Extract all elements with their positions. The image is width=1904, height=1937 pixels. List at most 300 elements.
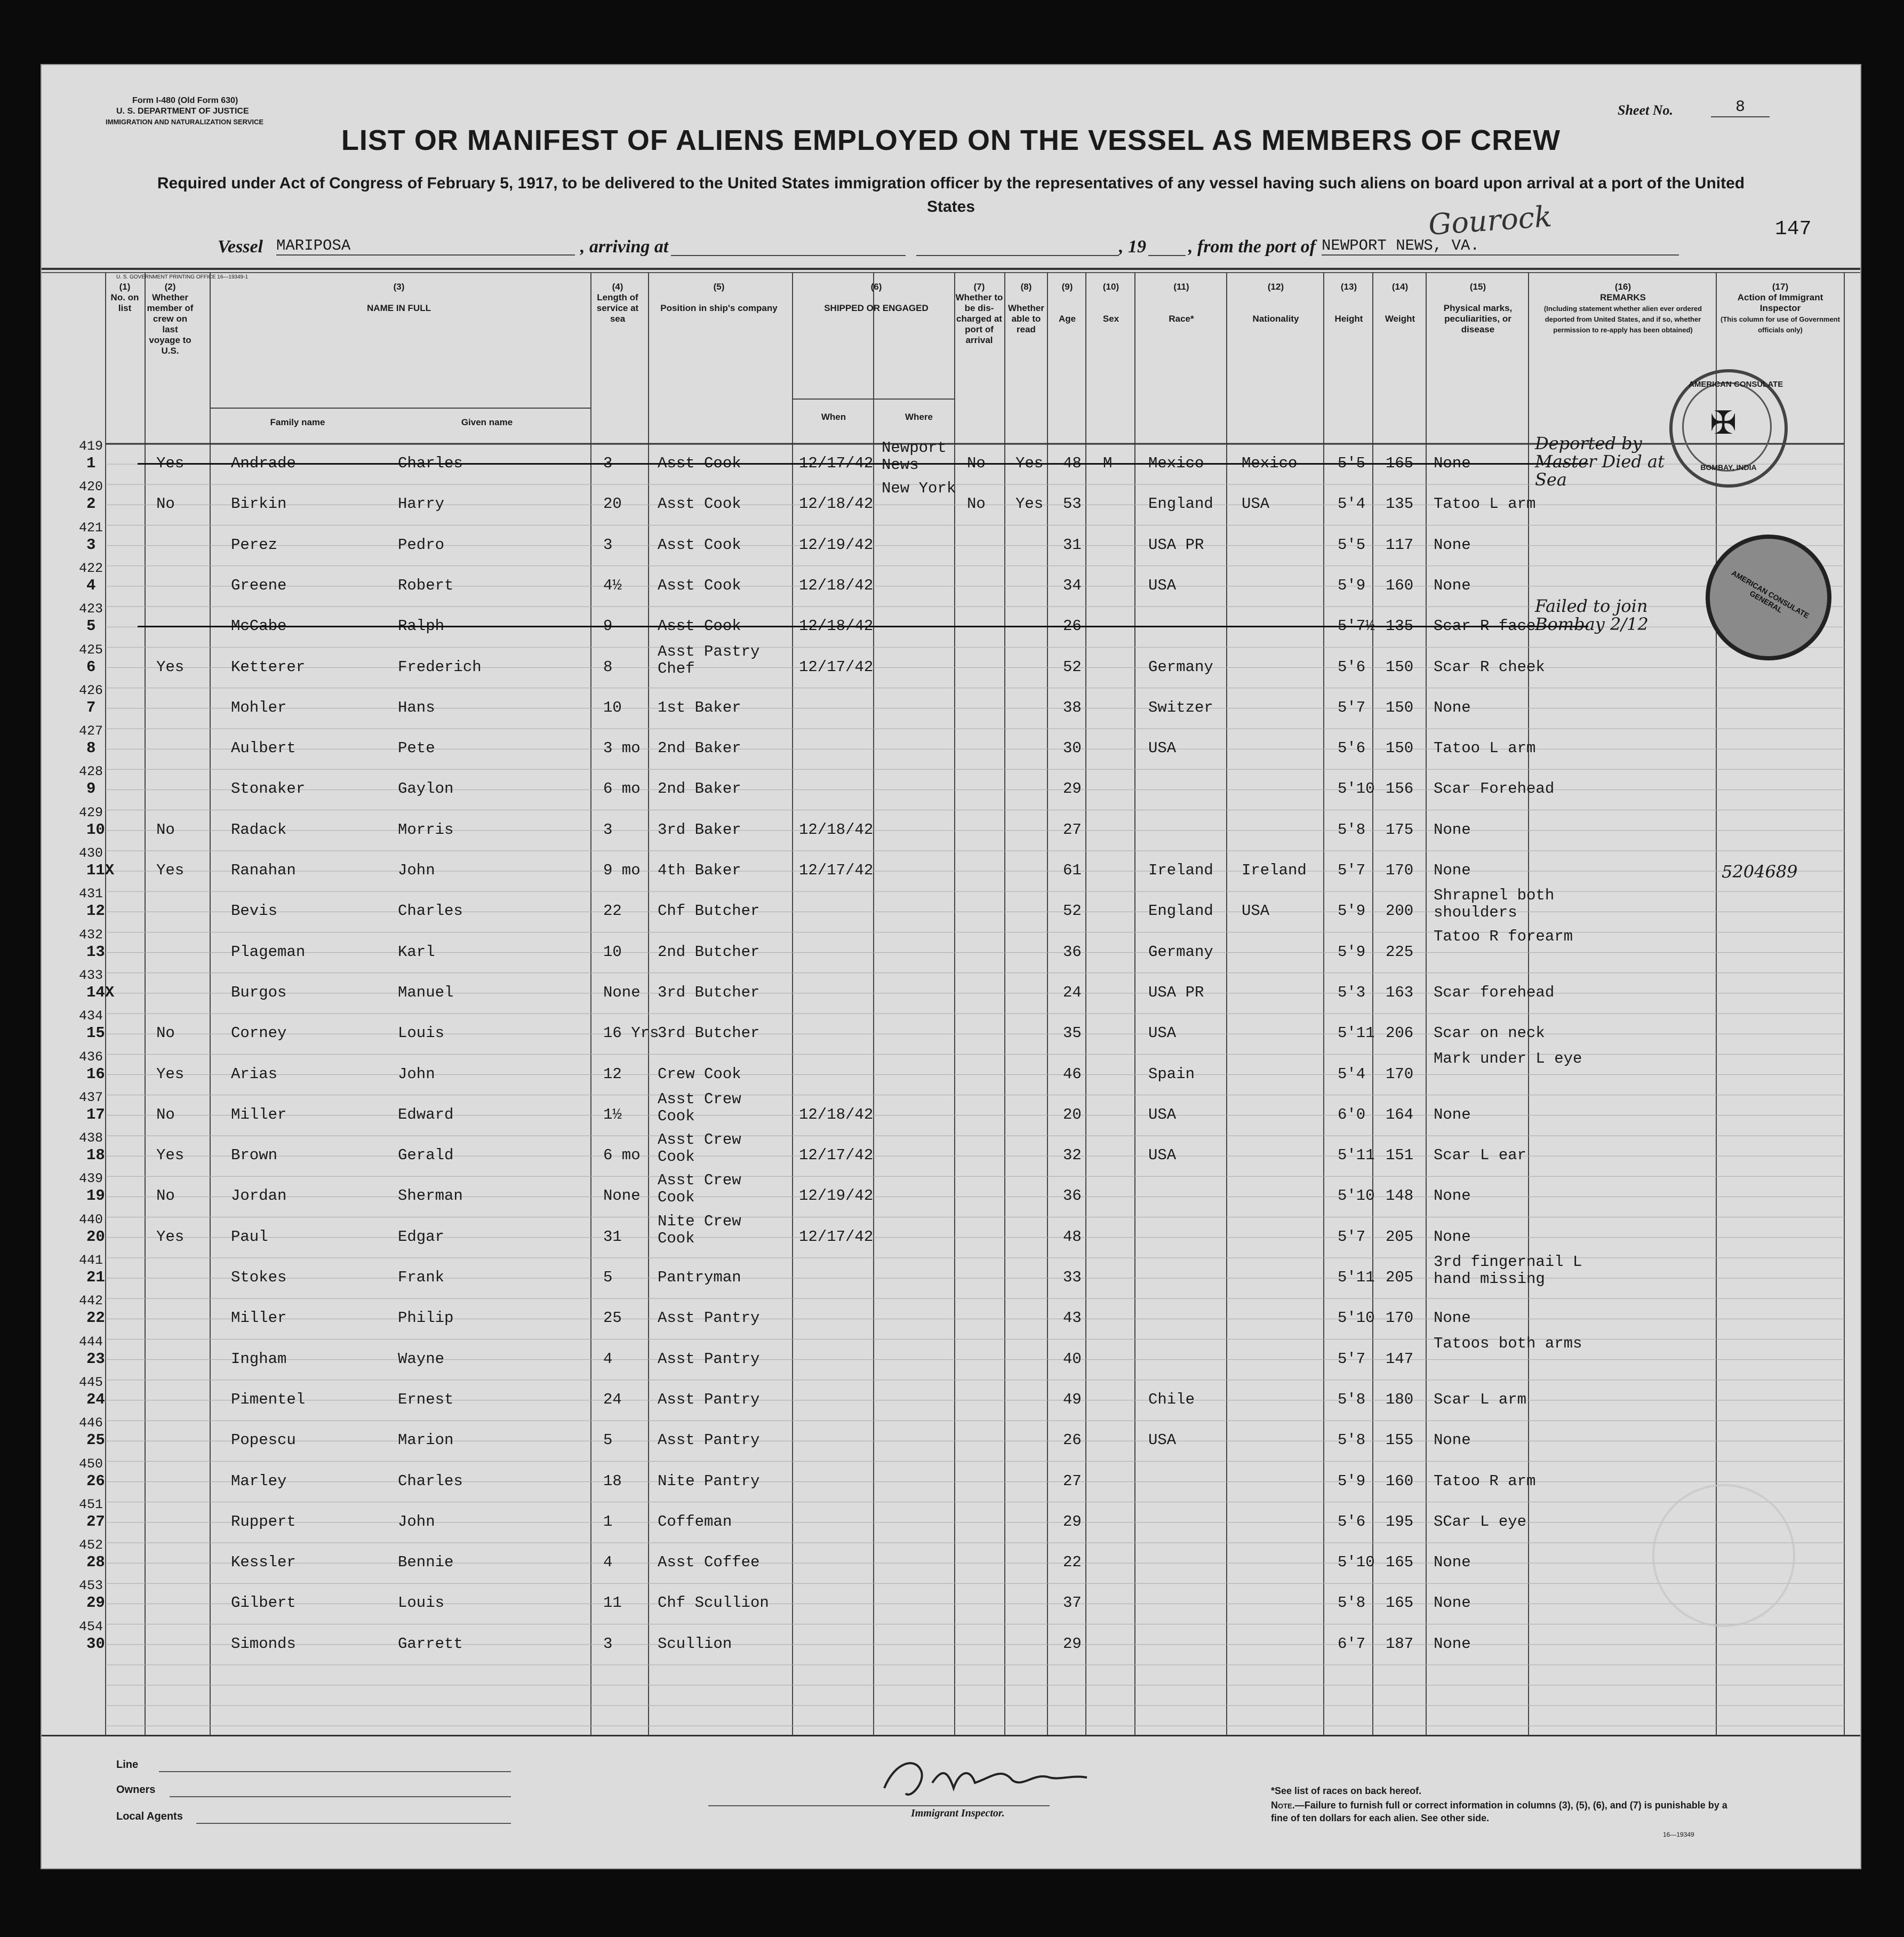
cell-no: 15: [86, 1024, 105, 1042]
cell-last-voyage: Yes: [156, 1146, 185, 1165]
cell-height: 5'6: [1338, 739, 1366, 758]
cell-service-length: 18: [603, 1472, 622, 1490]
table-row: [42, 846, 1798, 887]
cell-race: Spain: [1148, 1065, 1195, 1083]
cell-position: Asst Pantry: [658, 1309, 760, 1327]
col-header-15: (15) Physical marks, peculiarities, or disease: [1443, 282, 1513, 334]
cell-last-voyage: No: [156, 1187, 175, 1205]
cell-service-length: 22: [603, 902, 622, 920]
cell-position: Pantryman: [658, 1269, 741, 1286]
cell-last-voyage: No: [156, 1105, 175, 1123]
cell-physical-marks: Mark under L eye: [1434, 1049, 1582, 1067]
cell-position: Nite Crew Cook: [658, 1212, 741, 1247]
table-row: [42, 1620, 1780, 1661]
cell-family-name: McCabe: [231, 617, 287, 635]
cell-position: Asst Cook: [658, 576, 741, 594]
consulate-stamp-text: AMERICAN CONSULATE: [1689, 380, 1783, 389]
form-number: Form I-480 (Old Form 630): [132, 96, 238, 105]
handwritten-list-number: 454: [79, 1619, 103, 1635]
vessel-label: Vessel: [218, 237, 263, 257]
cell-position: 2nd Baker: [658, 780, 741, 798]
cell-no: 6: [86, 658, 96, 676]
cell-service-length: 1½: [603, 1105, 622, 1123]
cell-age: 29: [1063, 780, 1082, 798]
col-header-6-where: Where: [905, 412, 933, 422]
cell-given-name: Charles: [398, 1472, 463, 1490]
cell-physical-marks: None: [1434, 536, 1471, 554]
cell-height: 5'10: [1338, 1553, 1375, 1572]
cell-physical-marks: Scar forehead: [1434, 983, 1555, 1001]
cell-physical-marks: Shrapnel both shoulders: [1434, 887, 1555, 922]
cell-age: 48: [1063, 1227, 1082, 1246]
cell-family-name: Andrade: [231, 455, 296, 472]
cell-family-name: Birkin: [231, 495, 287, 513]
table-row: [42, 1009, 1780, 1050]
cell-race: England: [1148, 902, 1213, 920]
table-row: [42, 887, 1780, 928]
cell-race: USA: [1148, 1105, 1177, 1123]
cell-age: 29: [1063, 1512, 1082, 1531]
cell-physical-marks: None: [1434, 1187, 1471, 1205]
cell-no: 27: [86, 1512, 105, 1531]
cell-service-length: 4: [603, 1350, 613, 1368]
cell-given-name: Frank: [398, 1269, 445, 1286]
cell-height: 5'10: [1338, 1309, 1375, 1327]
cell-no: 30: [86, 1635, 105, 1653]
cell-no: 14X: [86, 983, 115, 1001]
handwritten-list-number: 423: [79, 601, 103, 617]
cell-last-voyage: No: [156, 495, 175, 513]
cell-age: 36: [1063, 1187, 1082, 1205]
cell-family-name: Ruppert: [231, 1512, 296, 1531]
cell-no: 9: [86, 780, 96, 798]
cell-family-name: Jordan: [231, 1187, 287, 1205]
table-row: [42, 684, 1780, 724]
cell-weight: 180: [1386, 1390, 1414, 1408]
cell-remarks: Failed to join Bombay 2/12: [1535, 596, 1649, 635]
cell-age: 49: [1063, 1390, 1082, 1408]
cell-given-name: John: [398, 862, 435, 879]
cell-physical-marks: Scar R face: [1434, 617, 1536, 635]
cell-weight: 164: [1386, 1105, 1414, 1123]
cell-position: Asst Pantry: [658, 1390, 760, 1408]
cell-no: 25: [86, 1431, 105, 1449]
handwritten-list-number: 426: [79, 682, 103, 698]
cell-service-length: 10: [603, 943, 622, 961]
cell-given-name: Harry: [398, 495, 445, 513]
cell-position: Asst Pantry: [658, 1350, 760, 1368]
cell-service-length: 4½: [603, 576, 622, 594]
cell-race: USA: [1148, 1146, 1177, 1165]
cell-weight: 160: [1386, 1472, 1414, 1490]
cell-family-name: Corney: [231, 1024, 287, 1042]
cell-no: 7: [86, 698, 96, 716]
cell-height: 5'7½: [1338, 617, 1375, 635]
cell-height: 5'7: [1338, 862, 1366, 879]
table-row: [42, 724, 1780, 765]
cell-height: 5'5: [1338, 455, 1366, 472]
cell-weight: 148: [1386, 1187, 1414, 1205]
cell-age: 30: [1063, 739, 1082, 758]
manifest-sheet: [41, 64, 1861, 1869]
cell-height: 5'9: [1338, 902, 1366, 920]
cell-shipped-when: 12/19/42: [799, 536, 874, 554]
cell-family-name: Stonaker: [231, 780, 306, 798]
from-port: NEWPORT NEWS, VA.: [1322, 237, 1679, 256]
cell-position: Asst Crew Cook: [658, 1131, 741, 1166]
table-row: [42, 1172, 1780, 1213]
cell-age: 43: [1063, 1309, 1082, 1327]
cell-weight: 156: [1386, 780, 1414, 798]
inspector-signature: [874, 1751, 1098, 1810]
vessel-name: MARIPOSA: [276, 237, 575, 256]
cell-race: USA: [1148, 576, 1177, 594]
cell-weight: 175: [1386, 820, 1414, 839]
table-row: [42, 1050, 1780, 1091]
cell-shipped-when: 12/17/42: [799, 658, 874, 676]
cell-height: 5'7: [1338, 1227, 1366, 1246]
cell-shipped-when: 12/19/42: [799, 1187, 874, 1205]
cell-given-name: Pete: [398, 739, 435, 758]
cell-family-name: Simonds: [231, 1635, 296, 1653]
table-row: [42, 1254, 1780, 1294]
handwritten-list-number: 436: [79, 1049, 103, 1065]
cell-race: USA PR: [1148, 536, 1204, 554]
table-row: [42, 969, 1780, 1009]
col-header-5: (5) Position in ship's company: [660, 282, 778, 313]
cell-service-length: 10: [603, 698, 622, 716]
faded-stamp: [1652, 1484, 1795, 1627]
form-code: 16—19349: [1663, 1831, 1694, 1838]
cell-position: Asst Crew Cook: [658, 1171, 741, 1207]
cell-position: 2nd Baker: [658, 739, 741, 758]
cell-given-name: Karl: [398, 943, 435, 961]
cell-discharged: No: [967, 495, 986, 513]
cell-age: 61: [1063, 862, 1082, 879]
inspector-label: Immigrant Inspector.: [911, 1807, 1005, 1819]
cell-height: 5'3: [1338, 983, 1366, 1001]
cell-given-name: John: [398, 1065, 435, 1083]
handwritten-list-number: 427: [79, 723, 103, 739]
cell-weight: 200: [1386, 902, 1414, 920]
printing-office: U. S. GOVERNMENT PRINTING OFFICE 16—19349-1: [116, 274, 249, 280]
cell-physical-marks: Scar on neck: [1434, 1024, 1545, 1042]
handwritten-list-number: 440: [79, 1211, 103, 1227]
cell-service-length: 9 mo: [603, 862, 641, 879]
cell-family-name: Gilbert: [231, 1594, 296, 1612]
col-header-14: (14) Weight: [1385, 282, 1415, 324]
cell-age: 46: [1063, 1065, 1082, 1083]
cell-height: 5'8: [1338, 1594, 1366, 1612]
table-row: [42, 1539, 1780, 1579]
cell-weight: 225: [1386, 943, 1414, 961]
cell-age: 24: [1063, 983, 1082, 1001]
cell-physical-marks: 3rd fingernail L hand missing: [1434, 1253, 1582, 1288]
cell-physical-marks: None: [1434, 1635, 1471, 1653]
cell-age: 27: [1063, 1472, 1082, 1490]
cell-height: 5'11: [1338, 1269, 1375, 1286]
cell-physical-marks: Tatoo R forearm: [1434, 927, 1573, 945]
cell-weight: 135: [1386, 617, 1414, 635]
cell-age: 48: [1063, 455, 1082, 472]
line-label: Line: [116, 1759, 139, 1771]
cell-family-name: Brown: [231, 1146, 278, 1165]
cell-service-length: 12: [603, 1065, 622, 1083]
cell-no: 5: [86, 617, 96, 635]
handwritten-list-number: 452: [79, 1537, 103, 1553]
cell-height: 5'9: [1338, 1472, 1366, 1490]
cell-position: Asst Crew Cook: [658, 1090, 741, 1125]
cell-family-name: Miller: [231, 1309, 287, 1327]
cell-height: 5'5: [1338, 536, 1366, 554]
cell-shipped-when: 12/18/42: [799, 576, 874, 594]
cell-no: 13: [86, 943, 105, 961]
cell-no: 11X: [86, 862, 115, 879]
cell-given-name: Frederich: [398, 658, 482, 676]
cell-position: Chf Scullion: [658, 1594, 769, 1612]
cell-given-name: Bennie: [398, 1553, 454, 1572]
eagle-seal-icon: ✠: [1710, 405, 1737, 441]
cell-given-name: Philip: [398, 1309, 454, 1327]
handwritten-list-number: 450: [79, 1456, 103, 1472]
cell-service-length: 25: [603, 1309, 622, 1327]
cell-weight: 117: [1386, 536, 1414, 554]
cell-race: Switzer: [1148, 698, 1213, 716]
cell-given-name: Hans: [398, 698, 435, 716]
col-header-3-given: Given name: [461, 417, 513, 427]
cell-age: 40: [1063, 1350, 1082, 1368]
cell-age: 37: [1063, 1594, 1082, 1612]
col-header-8: (8) Whether able to read: [1008, 282, 1044, 334]
cell-no: 8: [86, 739, 96, 758]
cell-family-name: Marley: [231, 1472, 287, 1490]
cell-weight: 206: [1386, 1024, 1414, 1042]
cell-inspector-action: 5204689: [1722, 862, 1798, 882]
consulate-stamp-city: BOMBAY, INDIA: [1700, 463, 1757, 472]
cell-no: 18: [86, 1146, 105, 1165]
cell-given-name: Charles: [398, 902, 463, 920]
note-text: Note.—Failure to furnish full or correct information in columns (3), (5), (6), and (7) is punishable by a fine of ten dollars for each alien. See other side.: [1271, 1800, 1727, 1823]
cell-last-voyage: Yes: [156, 658, 185, 676]
cell-weight: 155: [1386, 1431, 1414, 1449]
cell-given-name: Louis: [398, 1024, 445, 1042]
cell-sex: M: [1103, 455, 1113, 472]
year-label: , 19: [1119, 237, 1146, 257]
handwritten-list-number: 432: [79, 927, 103, 943]
cell-weight: 150: [1386, 698, 1414, 716]
cell-race: Chile: [1148, 1390, 1195, 1408]
cell-height: 5'8: [1338, 820, 1366, 839]
col-header-17: (17) Action of Immigrant Inspector (This column for use of Government officials only): [1721, 282, 1840, 334]
from-port-label: , from the port of: [1188, 237, 1316, 257]
cell-service-length: 6 mo: [603, 1146, 641, 1165]
cell-position: Asst Pantry: [658, 1431, 760, 1449]
cell-service-length: 16 Yrs: [603, 1024, 659, 1042]
cell-physical-marks: None: [1434, 1105, 1471, 1123]
cell-age: 26: [1063, 617, 1082, 635]
cell-no: 4: [86, 576, 96, 594]
races-footnote: *See list of races on back hereof.: [1271, 1785, 1422, 1796]
cell-given-name: Edgar: [398, 1227, 445, 1246]
cell-service-length: 6 mo: [603, 780, 641, 798]
inspector-signature-line: [708, 1805, 1050, 1806]
cell-given-name: Gerald: [398, 1146, 454, 1165]
cell-no: 29: [86, 1594, 105, 1612]
handwritten-list-number: 421: [79, 520, 103, 536]
cell-given-name: Manuel: [398, 983, 454, 1001]
cell-height: 5'6: [1338, 658, 1366, 676]
cell-given-name: John: [398, 1512, 435, 1531]
page-subtitle: Required under Act of Congress of February 5, 1917, to be delivered to the United States immigration officer by the representatives of any vessel having such aliens on board upon arrival at a port of the United States: [157, 174, 1745, 216]
cell-shipped-where: New York: [882, 480, 956, 498]
cell-position: 3rd Butcher: [658, 983, 760, 1001]
cell-height: 6'7: [1338, 1635, 1366, 1653]
cell-height: 5'9: [1338, 943, 1366, 961]
cell-physical-marks: None: [1434, 1594, 1471, 1612]
col-header-3: (3) NAME IN FULL: [367, 282, 431, 313]
cell-weight: 187: [1386, 1635, 1414, 1653]
table-row: [42, 480, 1780, 521]
table-row: [42, 596, 1780, 643]
cell-position: 2nd Butcher: [658, 943, 760, 961]
table-row: [42, 521, 1780, 562]
cell-position: Nite Pantry: [658, 1472, 760, 1490]
cell-no: 26: [86, 1472, 105, 1490]
cell-height: 5'7: [1338, 698, 1366, 716]
strike-through-line: [138, 626, 1588, 627]
cell-position: Asst Cook: [658, 536, 741, 554]
cell-age: 52: [1063, 658, 1082, 676]
cell-weight: 165: [1386, 1594, 1414, 1612]
handwritten-list-number: 442: [79, 1293, 103, 1309]
cell-given-name: Garrett: [398, 1635, 463, 1653]
cell-shipped-when: 12/17/42: [799, 1227, 874, 1246]
cell-height: 5'4: [1338, 495, 1366, 513]
table-row: [42, 1335, 1780, 1376]
cell-age: 33: [1063, 1269, 1082, 1286]
sheet-number-label: Sheet No.: [1618, 102, 1673, 118]
handwritten-list-number: 431: [79, 886, 103, 902]
cell-family-name: Aulbert: [231, 739, 296, 758]
table-row: [42, 1457, 1780, 1498]
col-header-11: (11) Race*: [1169, 282, 1194, 324]
owners-field: [170, 1796, 511, 1797]
col-header-4: (4) Length of service at sea: [596, 282, 639, 324]
department: U. S. DEPARTMENT OF JUSTICE: [116, 107, 249, 116]
cell-race: USA: [1148, 739, 1177, 758]
cell-weight: 165: [1386, 1553, 1414, 1572]
cell-no: 21: [86, 1269, 105, 1286]
cell-family-name: Popescu: [231, 1431, 296, 1449]
handwritten-list-number: 430: [79, 846, 103, 861]
cell-shipped-when: 12/18/42: [799, 1105, 874, 1123]
cell-weight: 150: [1386, 658, 1414, 676]
cell-given-name: Pedro: [398, 536, 445, 554]
cell-position: Asst Cook: [658, 495, 741, 513]
cell-remarks: Deported by Master Died at Sea: [1535, 433, 1665, 490]
cell-shipped-when: 12/17/42: [799, 862, 874, 879]
cell-no: 19: [86, 1187, 105, 1205]
cell-family-name: Ingham: [231, 1350, 287, 1368]
cell-position: Asst Cook: [658, 455, 741, 472]
page-number: 147: [1775, 218, 1812, 241]
handwritten-list-number: 425: [79, 642, 103, 658]
cell-position: Scullion: [658, 1635, 732, 1653]
handwritten-list-number: 451: [79, 1496, 103, 1512]
table-row: [42, 1579, 1780, 1620]
cell-race: Mexico: [1148, 455, 1204, 472]
cell-race: England: [1148, 495, 1213, 513]
handwritten-list-number: 428: [79, 764, 103, 780]
handwritten-port: Gourock: [1427, 199, 1553, 242]
cell-no: 20: [86, 1227, 105, 1246]
cell-service-length: 3: [603, 536, 613, 554]
cell-age: 22: [1063, 1553, 1082, 1572]
cell-family-name: Mohler: [231, 698, 287, 716]
owners-label: Owners: [116, 1784, 156, 1796]
cell-age: 53: [1063, 495, 1082, 513]
cell-nationality: Ireland: [1242, 862, 1307, 879]
cell-last-voyage: No: [156, 1024, 175, 1042]
table-row: [42, 806, 1780, 847]
handwritten-list-number: 419: [79, 439, 103, 454]
handwritten-list-number: 434: [79, 1008, 103, 1024]
cell-service-length: 9: [603, 617, 613, 635]
cell-shipped-when: 12/17/42: [799, 1146, 874, 1165]
cell-race: Ireland: [1148, 862, 1213, 879]
cell-age: 38: [1063, 698, 1082, 716]
cell-position: 1st Baker: [658, 698, 741, 716]
cell-physical-marks: Scar L arm: [1434, 1390, 1527, 1408]
cell-weight: 205: [1386, 1269, 1414, 1286]
handwritten-list-number: 453: [79, 1578, 103, 1594]
cell-weight: 205: [1386, 1227, 1414, 1246]
cell-given-name: Marion: [398, 1431, 454, 1449]
cell-position: 3rd Baker: [658, 820, 741, 839]
strike-through-line: [138, 463, 1588, 465]
cell-position: Asst Coffee: [658, 1553, 760, 1572]
cell-discharged: No: [967, 455, 986, 472]
cell-family-name: Arias: [231, 1065, 278, 1083]
handwritten-list-number: 429: [79, 804, 103, 820]
cell-family-name: Stokes: [231, 1269, 287, 1286]
cell-physical-marks: None: [1434, 1227, 1471, 1246]
handwritten-list-number: 441: [79, 1253, 103, 1268]
table-row: [42, 765, 1780, 806]
cell-height: 5'10: [1338, 780, 1375, 798]
cell-physical-marks: None: [1434, 862, 1471, 879]
cell-age: 34: [1063, 576, 1082, 594]
local-agents-field: [196, 1823, 511, 1824]
cell-no: 10: [86, 820, 105, 839]
cell-no: 24: [86, 1390, 105, 1408]
cell-position: Coffeman: [658, 1512, 732, 1531]
cell-physical-marks: None: [1434, 820, 1471, 839]
cell-family-name: Paul: [231, 1227, 268, 1246]
cell-age: 35: [1063, 1024, 1082, 1042]
cell-physical-marks: None: [1434, 576, 1471, 594]
col-header-2: (2) Whether member of crew on last voyage to U.S.: [147, 282, 194, 356]
table-row: [42, 1294, 1780, 1335]
cell-nationality: USA: [1242, 902, 1270, 920]
col-header-1: (1) No. on list: [110, 282, 139, 313]
cell-position: 4th Baker: [658, 862, 741, 879]
cell-service-length: 3: [603, 1635, 613, 1653]
cell-no: 2: [86, 495, 96, 513]
cell-last-voyage: Yes: [156, 1227, 185, 1246]
cell-physical-marks: Scar Forehead: [1434, 780, 1555, 798]
cell-last-voyage: Yes: [156, 862, 185, 879]
